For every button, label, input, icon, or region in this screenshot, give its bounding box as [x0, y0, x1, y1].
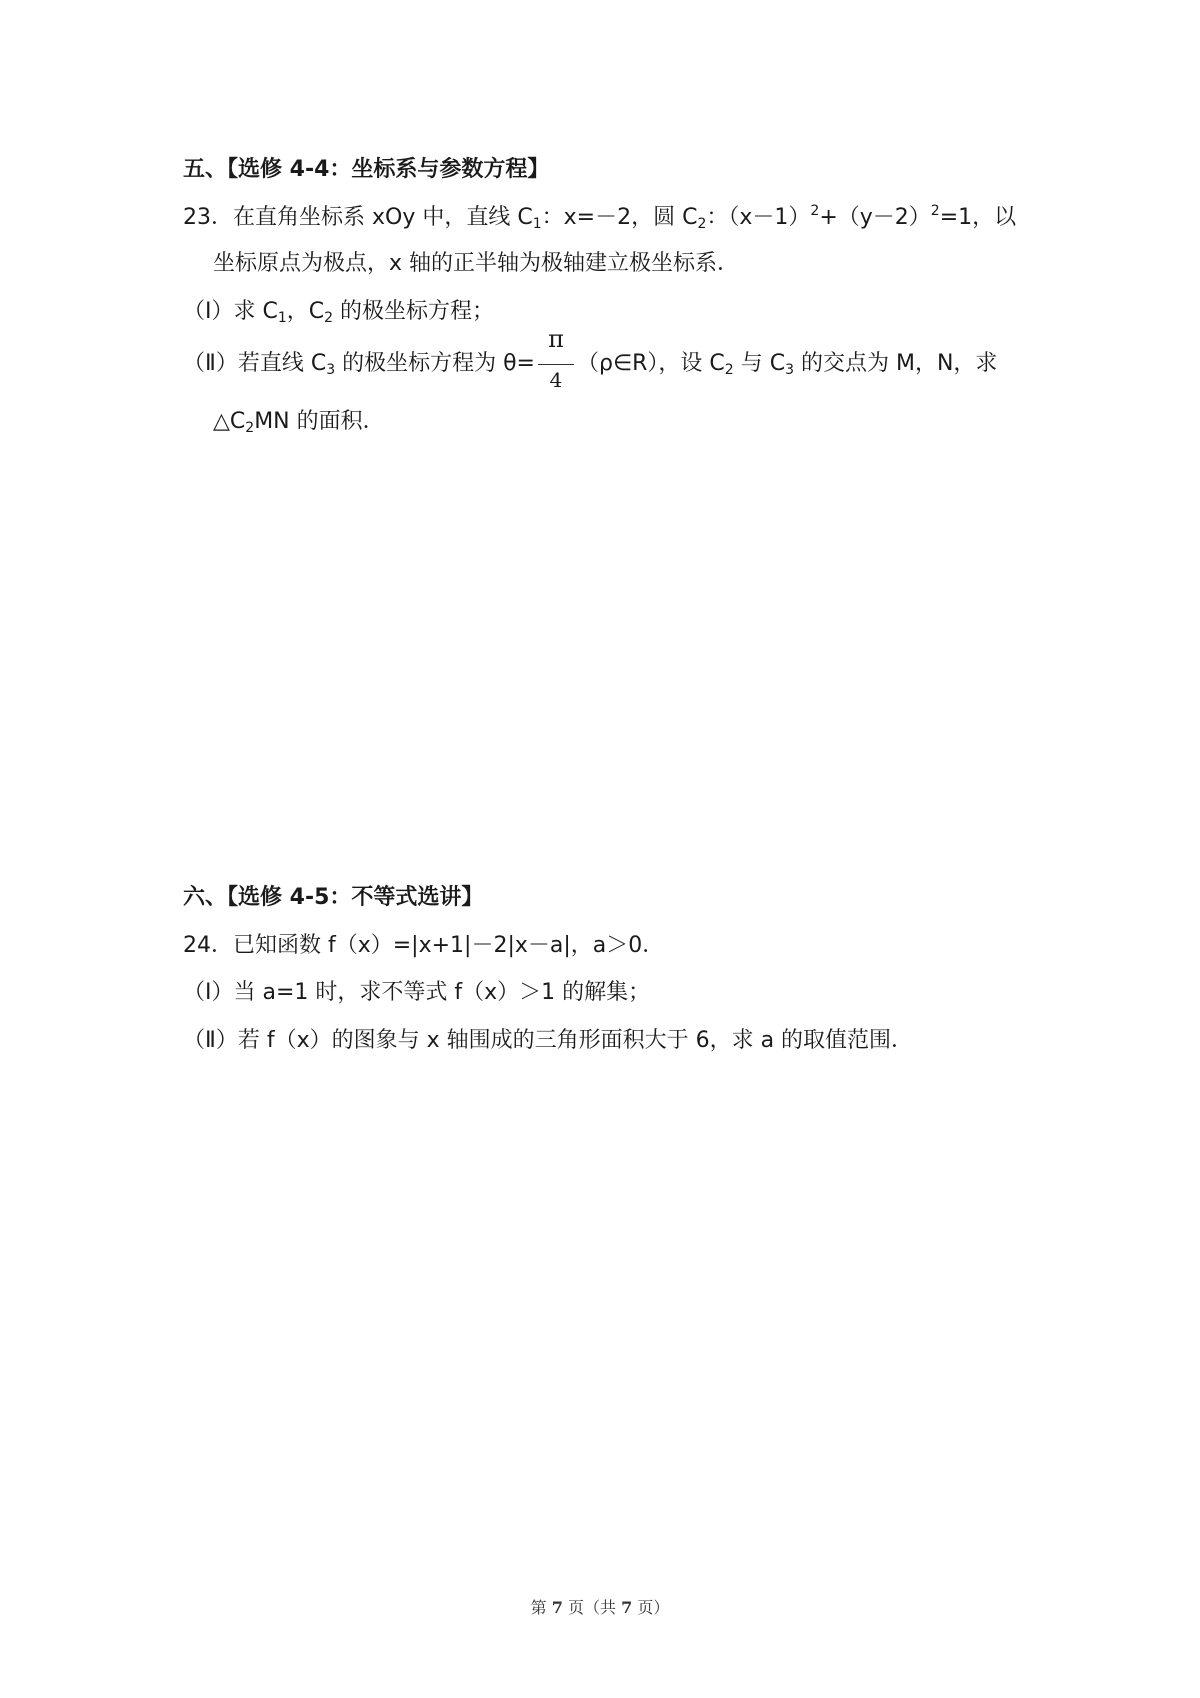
q23-part2-subscript: 3: [785, 362, 794, 378]
question-24-part-1: （Ⅰ）当 a=1 时，求不等式 f（x）＞1 的解集；: [183, 980, 651, 1005]
q23-subscript: 2: [697, 216, 707, 232]
q23-text: ：（x－1）: [706, 205, 811, 230]
q23-part2-text: 的极坐标方程为 θ=: [335, 351, 535, 376]
q23-part1-text: 的极坐标方程；: [333, 299, 495, 324]
question-23-statement: [183, 203, 1016, 233]
fraction-numerator: π: [548, 325, 564, 353]
footer-text: 页（共: [562, 1598, 622, 1617]
fraction-denominator: 4: [549, 368, 563, 392]
q23-part2-subscript: 2: [245, 420, 255, 436]
q23-subscript: 1: [532, 216, 542, 232]
q23-text: +（y－2）: [819, 205, 931, 230]
q23-part2-subscript: 3: [326, 362, 336, 378]
q23-text: 23．在直角坐标系 xOy 中，直线 C: [183, 205, 533, 230]
page-footer: [0, 1596, 1200, 1620]
q23-part2-text: MN 的面积．: [254, 409, 385, 434]
q23-part1-subscript: 2: [324, 310, 334, 326]
question-23-part-2: [183, 325, 998, 392]
q23-part1-text: （Ⅰ）求 C: [183, 299, 278, 324]
footer-text: 第: [530, 1598, 552, 1617]
question-24-statement: 24．已知函数 f（x）=|x+1|－2|x－a|，a＞0．: [183, 933, 665, 958]
question-23-part-2-cont: [213, 407, 385, 437]
q23-part2-text: △C: [213, 409, 246, 434]
q23-text: ：x=－2，圆 C: [541, 205, 698, 230]
q23-part2-text: 的交点为 M，N，求: [793, 351, 998, 376]
q23-superscript: 2: [810, 203, 820, 219]
pi-over-4-fraction: [536, 325, 576, 392]
q23-part1-subscript: 1: [277, 310, 287, 326]
q23-part2-text: （Ⅱ）若直线 C: [183, 351, 327, 376]
q23-text: =1，以: [939, 205, 1017, 230]
q23-part2-text: （ρ∈R），设 C: [577, 351, 725, 376]
section-6-heading: 六、【选修 4-5：不等式选讲】: [183, 885, 484, 910]
q23-part2-text: 与 C: [733, 351, 786, 376]
q23-part2-subscript: 2: [724, 362, 734, 378]
question-24-part-2: （Ⅱ）若 f（x）的图象与 x 轴围成的三角形面积大于 6，求 a 的取值范围．: [183, 1028, 914, 1053]
fraction-bar: [538, 364, 574, 365]
section-5-heading: 五、【选修 4-4：坐标系与参数方程】: [183, 157, 550, 182]
question-23-part-1: [183, 297, 494, 327]
footer-page-number: 7: [551, 1598, 563, 1617]
question-23-statement-cont: 坐标原点为极点，x 轴的正半轴为极轴建立极坐标系．: [213, 251, 740, 276]
footer-text: 页）: [632, 1598, 670, 1617]
q23-part1-text: ，C: [286, 299, 325, 324]
footer-page-total: 7: [621, 1598, 633, 1617]
q23-superscript: 2: [930, 203, 940, 219]
